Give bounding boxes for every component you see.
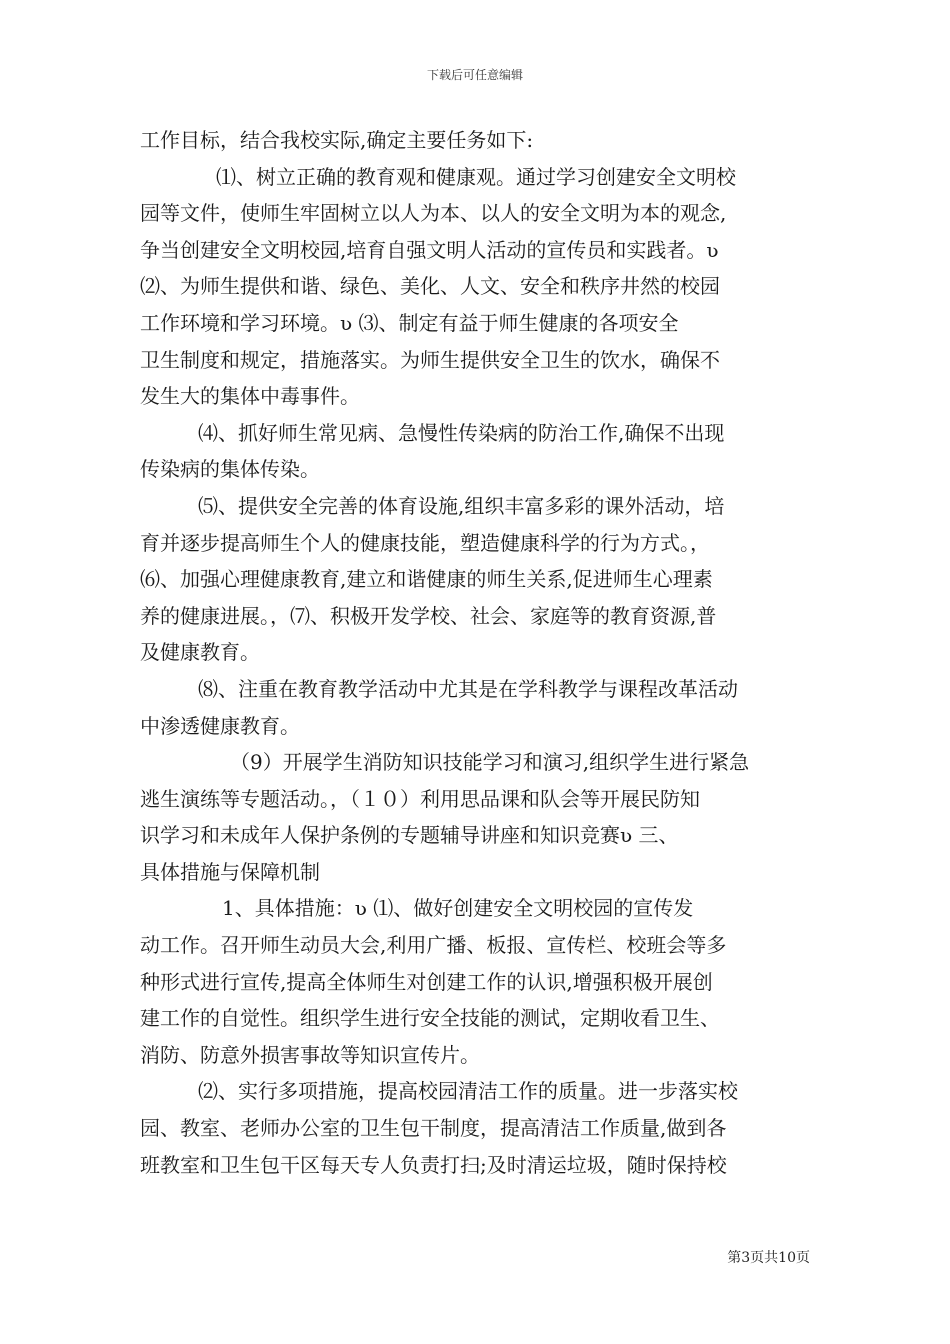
- text-line: 工作环境和学习环境。ʋ ⑶、制定有益于师生健康的各项安全: [140, 310, 679, 335]
- text-line: ⑷、抓好师生常见病、急慢性传染病的防治工作,确保不出现: [198, 420, 725, 445]
- text-line: 育并逐步提高师生个人的健康技能，塑造健康科学的行为方式。，: [140, 530, 710, 555]
- text-line: 班教室和卫生包干区每天专人负责打扫;及时清运垃圾，随时保持校: [140, 1152, 727, 1177]
- text-line: 种形式进行宣传,提高全体师生对创建工作的认识,增强积极开展创: [140, 969, 713, 994]
- text-line: 园等文件，使师生牢固树立以人为本、以人的安全文明为本的观念,: [140, 201, 727, 226]
- text-line: 建工作的自觉性。组织学生进行安全技能的测试，定期收看卫生、: [140, 1006, 720, 1031]
- text-line: 动工作。召开师生动员大会,利用广播、板报、宣传栏、校班会等多: [140, 933, 727, 958]
- text-line: （9）开展学生消防知识技能学习和演习,组织学生进行紧急: [230, 750, 750, 775]
- text-line: 工作目标，结合我校实际,确定主要任务如下:: [140, 128, 534, 152]
- text-line: 及健康教育。: [140, 640, 260, 665]
- text-line: ⑵、为师生提供和谐、绿色、美化、人文、安全和秩序井然的校园: [140, 274, 720, 299]
- text-line: 传染病的集体传染。: [140, 457, 320, 482]
- text-line: 养的健康进展。，⑺、积极开发学校、社会、家庭等的教育资源,普: [140, 603, 717, 628]
- text-line: 发生大的集体中毒事件。: [140, 384, 360, 409]
- page-number: 第3页共10页: [727, 1250, 810, 1266]
- text-line: 卫生制度和规定，措施落实。为师生提供安全卫生的饮水，确保不: [140, 347, 720, 372]
- text-line: ⑻、注重在教育教学活动中尤其是在学科教学与课程改革活动: [198, 676, 738, 701]
- text-line: 1、具体措施：ʋ ⑴、做好创建安全文明校园的宣传发: [222, 896, 694, 921]
- text-line: 消防、防意外损害事故等知识宣传片。: [140, 1042, 480, 1067]
- text-line: ⑸、提供安全完善的体育设施,组织丰富多彩的课外活动，培: [198, 493, 725, 518]
- text-line: 中渗透健康教育。: [140, 713, 300, 738]
- text-line: 争当创建安全文明校园,培育自强文明人活动的宣传员和实践者。ʋ: [140, 237, 719, 262]
- text-line: 园、教室、老师办公室的卫生包干制度，提高清洁工作质量,做到各: [140, 1116, 727, 1141]
- page-header: 下载后可任意编辑: [426, 68, 523, 82]
- text-line: ⑹、加强心理健康教育,建立和谐健康的师生关系,促进师生心理素: [140, 567, 713, 592]
- text-line: ⑵、实行多项措施，提高校园清洁工作的质量。进一步落实校: [198, 1079, 738, 1104]
- document-body: [140, 122, 820, 1183]
- text-line: ⑴、树立正确的教育观和健康观。通过学习创建安全文明校: [216, 164, 736, 189]
- text-line: 具体措施与保障机制: [140, 859, 320, 884]
- text-line: 识学习和未成年人保护条例的专题辅导讲座和知识竞赛ʋ 三、: [140, 823, 679, 848]
- text-line: 逃生演练等专题活动。，（１０）利用思品课和队会等开展民防知: [140, 786, 700, 811]
